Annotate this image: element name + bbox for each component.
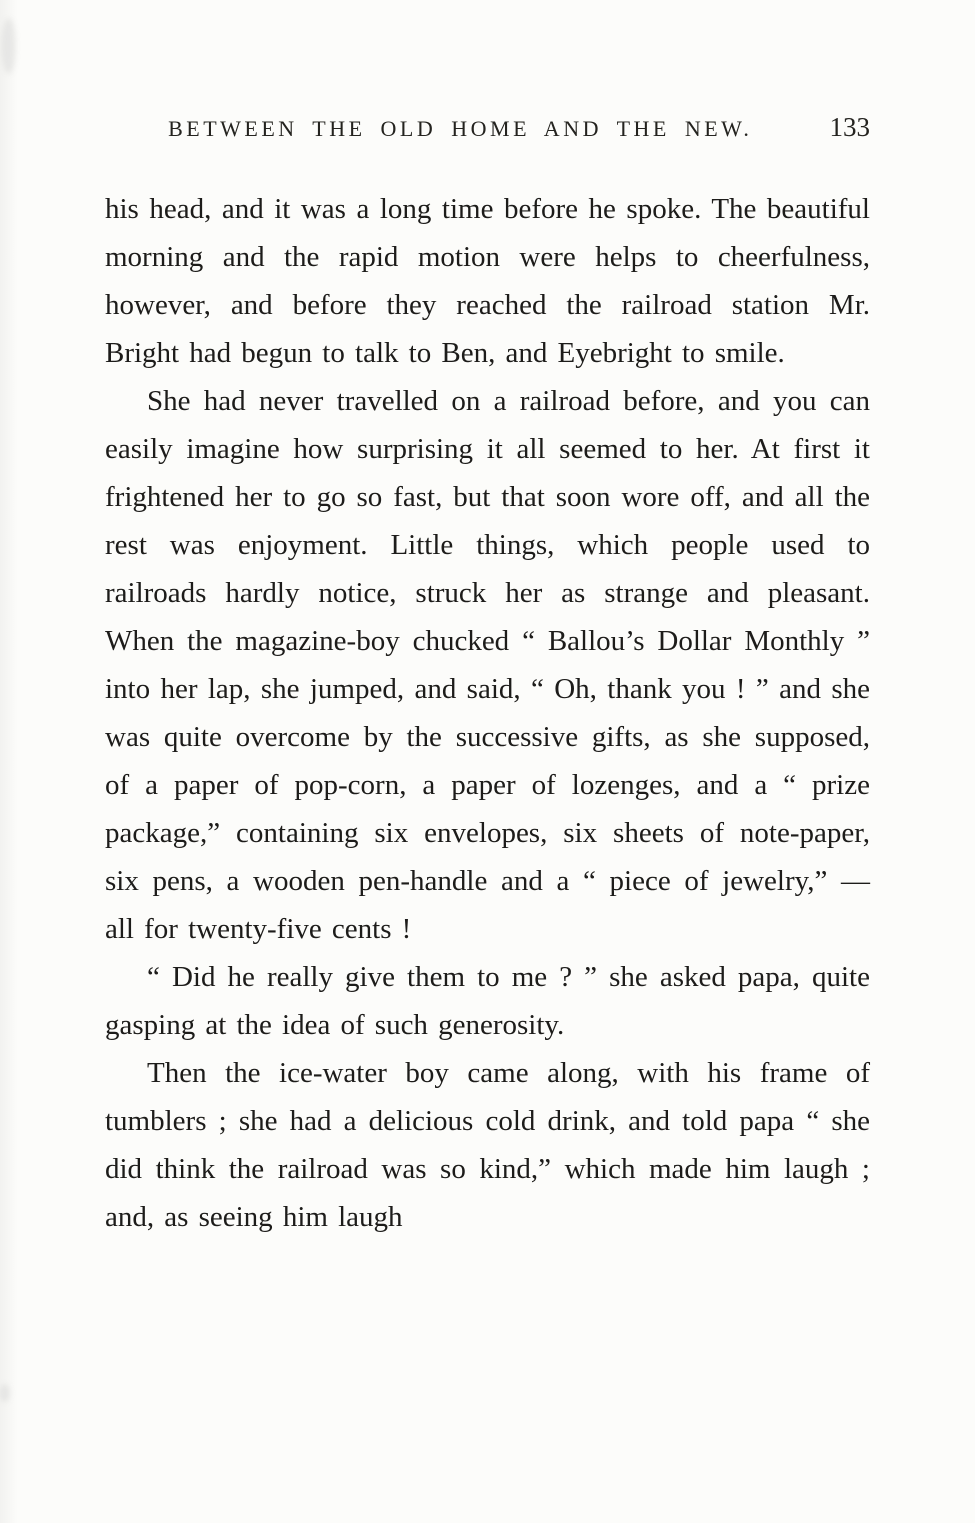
running-title: BETWEEN THE OLD HOME AND THE NEW. — [168, 116, 753, 141]
scan-smudge — [0, 1384, 10, 1402]
text-block — [0, 185, 975, 1241]
paragraph: She had never travelled on a railroad before, and you can easily imagine how surprising it all seemed to her. At first it frightened her to go so fast, but that soon wore off, and all the rest was enjoyment. Little things, which people used to railroads hardly notice, struck her as strange and pleasant. When the magazine-boy chucked “ Ballou’s Dollar Monthly ” into her lap, she jumped, and said, “ Oh, thank you ! ” and she was quite overcome by the successive gifts, as she supposed, of a paper of pop-corn, a paper of lozenges, and a “ prize package,” containing six envelopes, six sheets of note-paper, six pens, a wooden pen-handle and a “ piece of jewelry,” — all for twenty-five cents ! — [105, 385, 870, 945]
paragraph: “ Did he really give them to me ? ” she asked papa, quite gasping at the idea of such generosity. — [105, 961, 870, 1041]
page-number: 133 — [829, 112, 870, 142]
paragraph: Then the ice-water boy came along, with his frame of tumblers ; she had a delicious cold drink, and told papa “ she did think the railroad was so kind,” which made him laugh ; and, as seeing him laugh — [105, 1057, 870, 1233]
page-header — [0, 112, 975, 143]
scan-smudge — [2, 18, 16, 74]
paragraph: his head, and it was a long time before he spoke. The beautiful morning and the rapid motion were helps to cheerfulness, however, and before they reached the railroad station Mr. Bright had begun to talk to Ben, and Eyebright to smile. — [105, 193, 870, 369]
